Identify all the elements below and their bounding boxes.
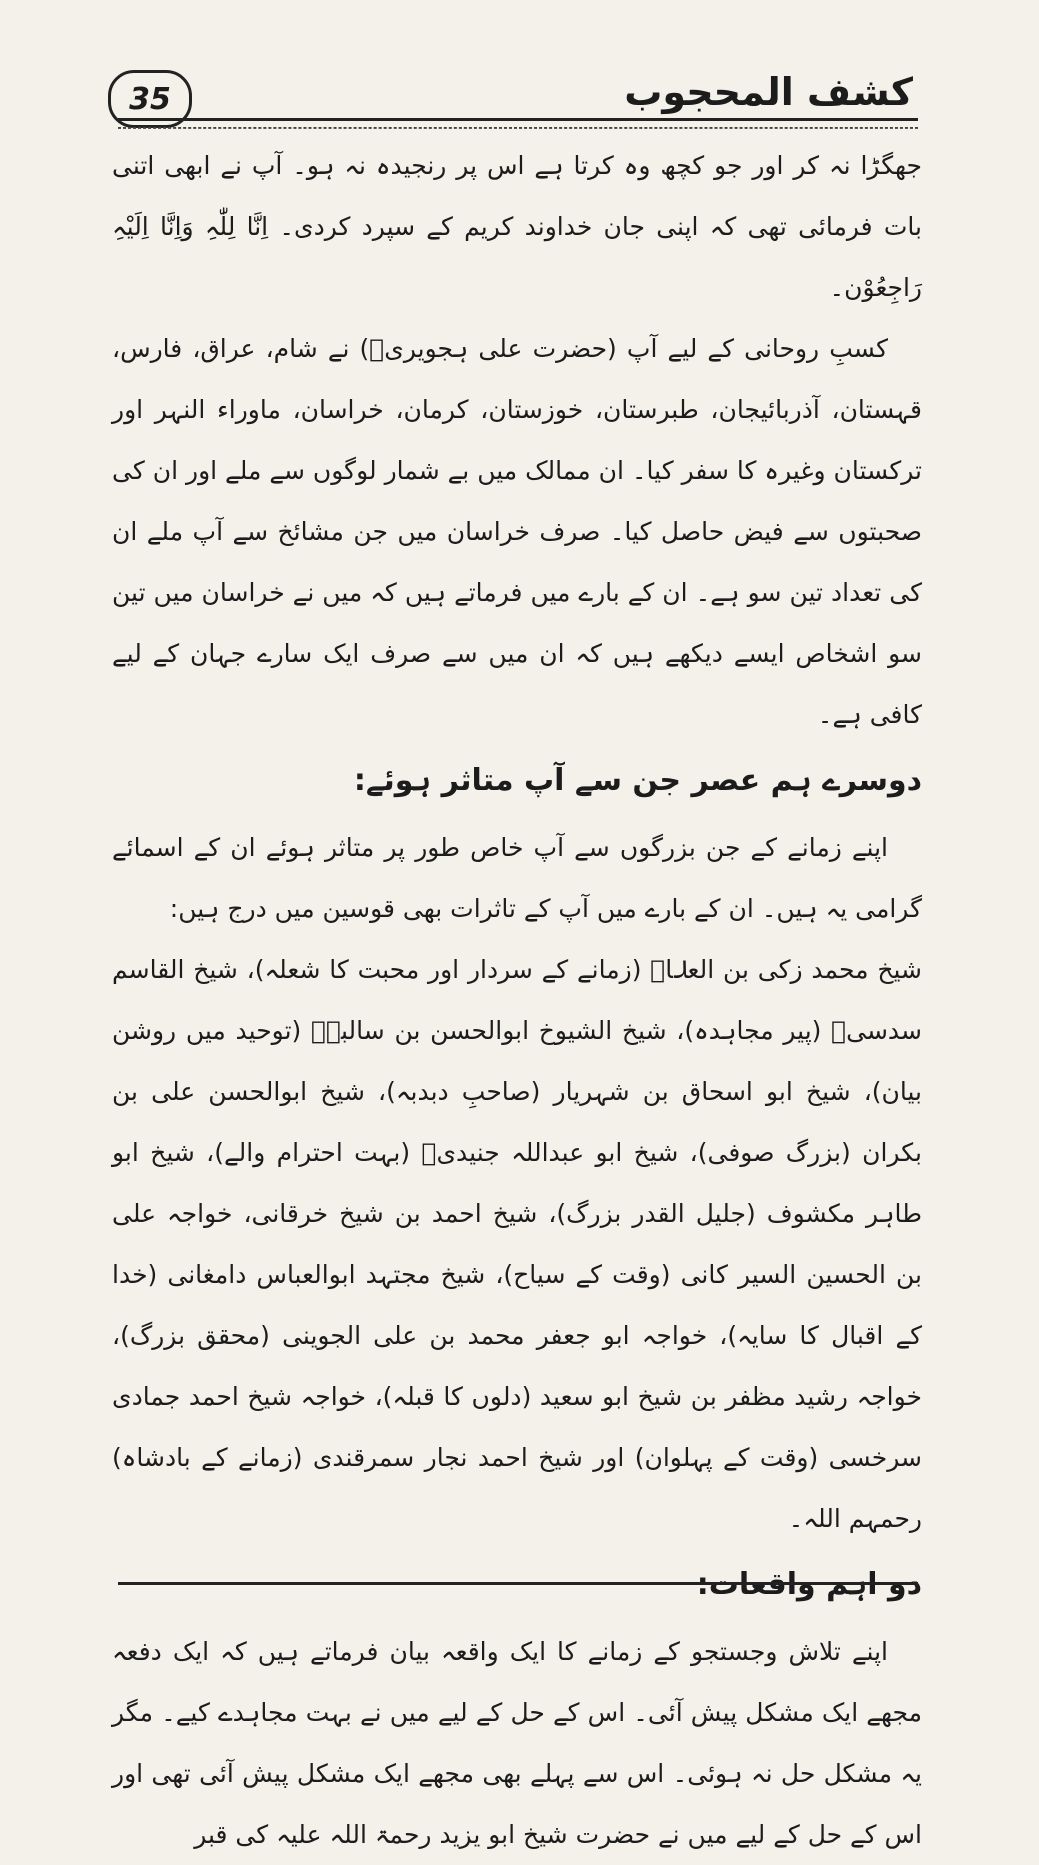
section-heading-events: دو اہم واقعات: bbox=[696, 1567, 922, 1602]
paragraph-1: جھگڑا نہ کر اور جو کچھ وہ کرتا ہے اس پر رنجیدہ نہ ہو۔ آپ نے ابھی اتنی بات فرمائی تھی کہ اپنی جان خداوند کریم کے سپرد کردی۔ اِنَّا لِلّٰہِ وَاِنَّا اِلَیْہِ رَاجِعُوْن۔ bbox=[112, 151, 922, 302]
book-title: کشف المحجوب bbox=[624, 70, 913, 114]
section-heading-contemporaries: دوسرے ہم عصر جن سے آپ متاثر ہوئے: bbox=[353, 763, 922, 798]
paragraph-5: اپنے تلاش وجستجو کے زمانے کا ایک واقعہ بیان فرماتے ہیں کہ ایک دفعہ مجھے ایک مشکل پیش آئی۔ اس کے حل کے لیے میں نے بہت مجاہدے کیے۔ مگر یہ مشکل حل نہ ہوئی۔ اس سے پہلے بھی مجھے ایک مشکل پیش آئی تھی اور اس کے حل کے لیے میں نے حضرت شیخ ابو یزید رحمۃ اللہ علیہ کی قبر bbox=[112, 1637, 922, 1849]
header-dashed-rule bbox=[118, 128, 918, 129]
paragraph-2: کسبِ روحانی کے لیے آپ (حضرت علی ہجویریؒ) نے شام، عراق، فارس، قہستان، آذربائیجان، طبرستان، خوزستان، کرمان، خراسان، ماوراء النہر اور ترکستان وغیرہ کا سفر کیا۔ ان ممالک میں بے شمار لوگوں سے ملے اور ان کی صحبتوں سے فیض حاصل کیا۔ صرف خراسان میں جن مشائخ سے آپ ملے ان کی تعداد تین سو ہے۔ ان کے بارے میں فرماتے ہیں کہ میں نے خراسان میں تین سو اشخاص ایسے دیکھے ہیں کہ ان میں سے صرف ایک سارے جہان کے لیے کافی ہے۔ bbox=[112, 334, 922, 729]
page-number: 35 bbox=[129, 81, 171, 117]
footer-rule bbox=[118, 1582, 918, 1585]
paragraph-3: اپنے زمانے کے جن بزرگوں سے آپ خاص طور پر متاثر ہوئے ان کے اسمائے گرامی یہ ہیں۔ ان کے بارے میں آپ کے تاثرات بھی قوسین میں درج ہیں: bbox=[112, 833, 922, 923]
header-rule bbox=[118, 118, 918, 128]
paragraph-4: شیخ محمد زکی بن العلاؒ (زمانے کے سردار اور محبت کا شعلہ)، شیخ القاسم سدسیؒ (پیر مجاہدہ)، شیخ الشیوخ ابوالحسن بن سالبہؒ (توحید میں روشن بیان)، شیخ ابو اسحاق بن شہریار (صاحبِ دبدبہ)، شیخ ابوالحسن علی بن بکران (بزرگ صوفی)، شیخ ابو عبداللہ جنیدیؒ (بہت احترام والے)، شیخ ابو طاہر مکشوف (جلیل القدر بزرگ)، شیخ احمد بن شیخ خرقانی، خواجہ علی بن الحسین السیر کانی (وقت کے سیاح)، شیخ مجتہد ابوالعباس دامغانی (خدا کے اقبال کا سایہ)، خواجہ ابو جعفر محمد بن علی الجوینی (محقق بزرگ)، خواجہ رشید مظفر بن شیخ ابو سعید (دلوں کا قبلہ)، خواجہ شیخ احمد جمادی سرخسی (وقت کے پہلوان) اور شیخ احمد نجار سمرقندی (زمانے کے بادشاہ) رحمہم اللہ۔ bbox=[112, 955, 922, 1533]
page-body bbox=[112, 135, 922, 1865]
